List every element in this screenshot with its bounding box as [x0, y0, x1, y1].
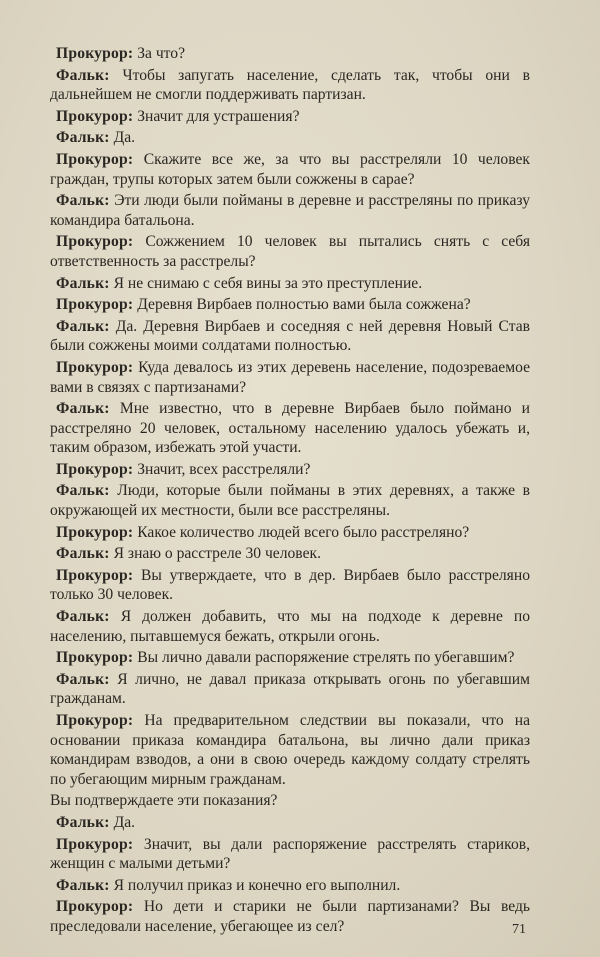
dialogue-paragraph [50, 460, 530, 480]
dialogue-paragraph [50, 44, 530, 64]
speaker-label: Прокурор: [56, 523, 134, 541]
dialogue-text: Я должен добавить, что мы на подходе к деревне по населению, пытавшемуся бежать, открыли огонь. [50, 608, 530, 645]
page-number: 71 [512, 922, 526, 937]
speaker-label: Фальк: [56, 876, 110, 894]
speaker-label: Прокурор: [56, 233, 134, 251]
dialogue-text: Значит, вы дали распоряжение расстрелять стариков, женщин с малыми детьми? [50, 835, 530, 873]
speaker-label: Фальк: [56, 400, 110, 418]
dialogue-paragraph [50, 813, 530, 833]
dialogue-paragraph [50, 358, 530, 397]
speaker-label: Прокурор: [56, 358, 134, 376]
speaker-label: Прокурор: [56, 296, 134, 314]
dialogue-text: Вы лично давали распоряжение стрелять по убегавшим? [137, 649, 515, 667]
speaker-label: Прокурор: [56, 150, 134, 168]
speaker-label: Фальк: [56, 608, 110, 626]
dialogue-paragraph [50, 791, 530, 811]
dialogue-paragraph [50, 648, 530, 668]
dialogue-paragraph [50, 897, 530, 936]
speaker-label: Прокурор: [56, 460, 134, 478]
dialogue-paragraph [50, 66, 530, 105]
dialogue-text: Сожжением 10 человек вы пытались снять с себя ответственность за расстрелы? [50, 233, 531, 270]
speaker-label: Фальк: [56, 317, 110, 335]
speaker-label: Прокурор: [56, 566, 134, 584]
dialogue-text: Вы утверждаете, что в дер. Вирбаев было расстреляно только 30 человек. [50, 566, 530, 604]
dialogue-text: Но дети и старики не были партизанами? Вы ведь преследовали население, убегающее из сел? [50, 898, 530, 935]
dialogue-paragraph [50, 711, 530, 789]
speaker-label: Прокурор: [56, 898, 134, 916]
dialogue-text: Я получил приказ и конечно его выполнил. [113, 876, 401, 894]
dialogue-text: Какое количество людей всего было расстреляно? [137, 523, 470, 541]
speaker-label: Прокурор: [56, 107, 134, 125]
dialogue-text: Я не снимаю с себя вины за это преступление. [113, 274, 423, 292]
speaker-label: Прокурор: [56, 45, 134, 62]
speaker-label: Фальк: [56, 813, 110, 831]
dialogue-paragraph [50, 274, 530, 294]
dialogue-text: Да. Деревня Вирбаев и соседняя с ней деревня Новый Став были сожжены моими солдатами полностью. [50, 317, 530, 355]
dialogue-text: Скажите все же, за что вы расстреляли 10 человек граждан, трупы которых затем были сожжены в сарае? [50, 150, 531, 188]
dialogue-paragraph [50, 876, 530, 896]
dialogue-paragraph [50, 150, 530, 189]
speaker-label: Фальк: [56, 129, 110, 147]
dialogue-text: На предварительном следствии вы показали, что на основании приказа командира батальона, вы лично дали приказ командирам взводов, а они в свою очередь каждому солдату стрелять по убегающим мирным гражданам. [50, 712, 530, 788]
speaker-label: Фальк: [56, 545, 110, 563]
speaker-label: Фальк: [56, 66, 110, 84]
dialogue-paragraph [50, 607, 530, 646]
dialogue-paragraph [50, 670, 530, 709]
transcript-text [50, 44, 530, 937]
dialogue-paragraph [50, 232, 530, 271]
dialogue-text: Эти люди были пойманы в деревне и расстреляны по приказу командира батальона. [50, 192, 530, 229]
speaker-label: Фальк: [56, 670, 110, 688]
speaker-label: Фальк: [56, 274, 110, 292]
dialogue-text: Мне известно, что в деревне Вирбаев было поймано и расстреляно 20 человек, остальному населению удалось убежать и, таким образом, избежать этой участи. [50, 400, 531, 457]
dialogue-text: Значит, всех расстреляли? [137, 460, 311, 478]
dialogue-text: Да. [113, 129, 136, 147]
dialogue-paragraph [50, 191, 530, 230]
dialogue-text: Я лично, не давал приказа открывать огонь по убегавшим гражданам. [50, 670, 530, 708]
dialogue-text: Деревня Вирбаев полностью вами была сожжена? [137, 296, 471, 314]
dialogue-paragraph [50, 523, 530, 543]
dialogue-paragraph [50, 481, 530, 520]
dialogue-paragraph [50, 566, 530, 605]
dialogue-paragraph [50, 295, 530, 315]
dialogue-text: За что? [137, 45, 186, 62]
dialogue-text: Люди, которые были пойманы в этих деревнях, а также в окружающей их местности, были все расстреляны. [50, 482, 530, 520]
dialogue-paragraph [50, 107, 530, 127]
dialogue-text: Куда девалось из этих деревень население, подозреваемое вами в связях с партизанами? [50, 358, 530, 396]
dialogue-paragraph [50, 544, 530, 564]
dialogue-paragraph [50, 317, 530, 356]
dialogue-paragraph [50, 835, 530, 874]
dialogue-text: Вы подтверждаете эти показания? [50, 792, 278, 810]
dialogue-paragraph [50, 128, 530, 148]
speaker-label: Прокурор: [56, 649, 134, 667]
dialogue-text: Чтобы запугать население, сделать так, чтобы они в дальнейшем не смогли поддерживать партизан. [50, 66, 530, 104]
dialogue-paragraph [50, 399, 530, 458]
speaker-label: Фальк: [56, 482, 110, 500]
speaker-label: Прокурор: [56, 712, 134, 729]
speaker-label: Фальк: [56, 192, 110, 210]
dialogue-text: Я знаю о расстреле 30 человек. [113, 545, 321, 563]
dialogue-text: Да. [113, 813, 136, 831]
dialogue-text: Значит для устрашения? [137, 107, 300, 125]
speaker-label: Прокурор: [56, 835, 134, 853]
